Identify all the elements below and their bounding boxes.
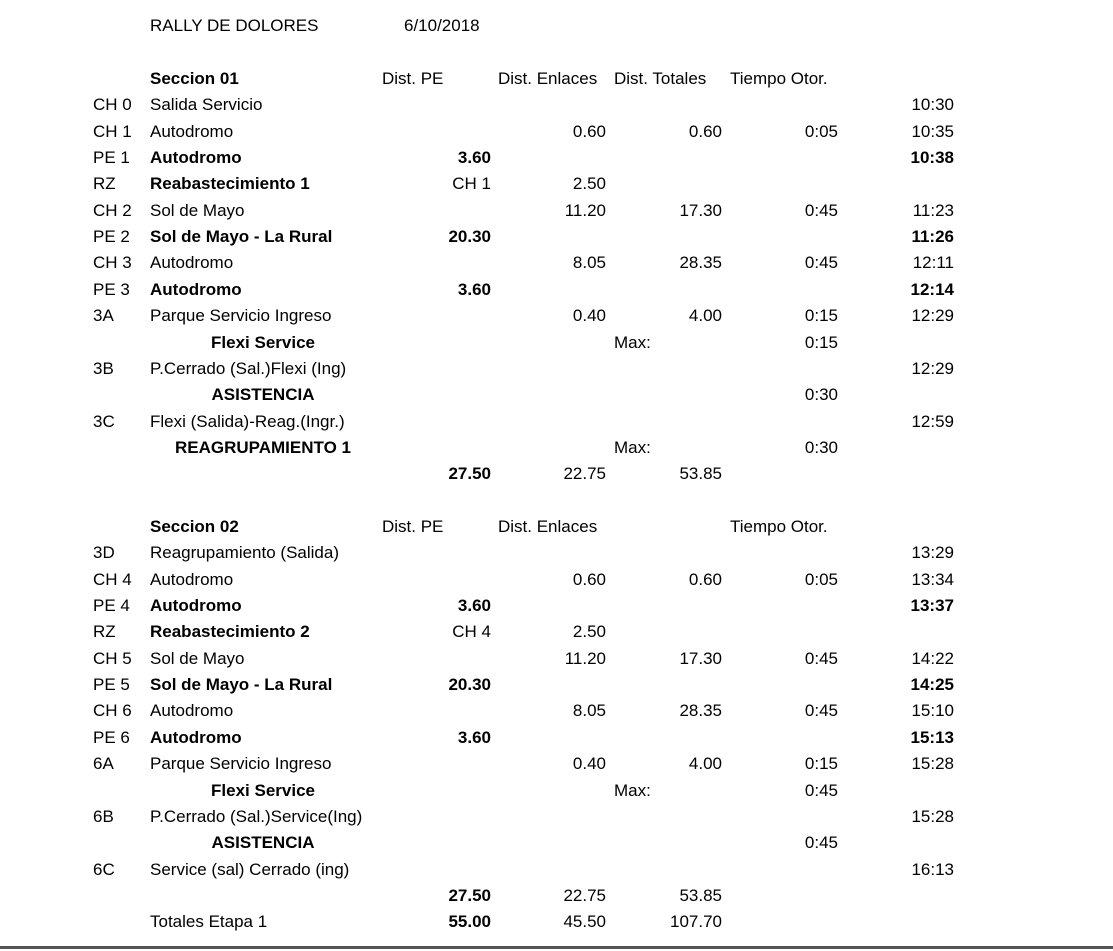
control-code: PE 1 [93,148,130,168]
col-header-dist-enlaces: Dist. Enlaces [498,517,598,536]
subtotal-dist-enlaces: 22.75 [563,885,606,905]
itinerary-row [0,804,1113,830]
control-name: Autodromo [150,569,234,589]
control-code: 3D [93,543,115,563]
tiempo-otor-value: 0:30 [804,385,838,405]
tiempo-otor-value: 0:15 [804,754,838,774]
dist-pe-value: 3.60 [457,279,491,299]
itinerary-row [0,857,1113,883]
control-code: 6C [93,859,115,879]
section-note: ASISTENCIA [211,385,315,405]
tiempo-otor-value: 0:15 [804,332,838,352]
scheduled-time: 14:22 [911,648,954,668]
tiempo-otor-value: 0:15 [804,306,838,326]
itinerary-row [0,435,1113,461]
scheduled-time: 12:11 [912,253,954,273]
dist-enlaces-value: 2.50 [572,174,606,194]
max-label: Max: [614,780,651,800]
scheduled-time: 15:28 [911,806,954,826]
dist-enlaces-value: 2.50 [572,622,606,642]
itinerary-row [0,145,1113,171]
dist-pe-value: 20.30 [448,675,491,695]
control-name: Salida Servicio [150,95,263,115]
control-name: Parque Servicio Ingreso [150,754,332,774]
control-code: CH 4 [93,569,132,589]
dist-pe-value: 3.60 [457,596,491,616]
scheduled-time: 10:35 [911,121,954,141]
itinerary-row [0,198,1113,224]
scheduled-time: 10:38 [910,148,954,168]
stage-totals-label: Totales Etapa 1 [150,912,268,932]
section-note: ASISTENCIA [211,833,315,853]
col-header-tiempo-otor: Tiempo Otor. [730,517,828,536]
control-code: PE 2 [93,227,130,247]
tiempo-otor-value: 0:45 [804,200,838,220]
subtotal-dist-pe: 27.50 [448,885,491,905]
control-name: Autodromo [150,253,234,273]
control-code: CH 5 [93,648,132,668]
control-name: Reabastecimiento 1 [150,174,310,194]
control-name: P.Cerrado (Sal.)Flexi (Ing) [150,358,347,378]
control-name: Sol de Mayo [150,648,245,668]
max-label: Max: [614,332,651,352]
dist-totales-value: 28.35 [679,253,722,273]
stage-total-dist-pe: 55.00 [448,912,491,932]
section-subtotal-row [0,461,1113,487]
col-header-tiempo-otor: Tiempo Otor. [730,69,828,88]
control-name: P.Cerrado (Sal.)Service(Ing) [150,806,363,826]
control-code: CH 1 [93,121,132,141]
control-code: 6B [93,806,114,826]
control-code: 3B [93,358,114,378]
itinerary-row [0,830,1113,856]
itinerary-row [0,382,1113,408]
section-title: Seccion 02 [150,517,239,536]
control-code: PE 6 [93,727,130,747]
itinerary-row [0,119,1113,145]
section-note: Flexi Service [211,780,315,800]
dist-totales-value: 17.30 [679,200,722,220]
itinerary-row [0,330,1113,356]
dist-totales-value: 17.30 [679,648,722,668]
col-header-dist-pe: Dist. PE [382,69,444,88]
scheduled-time: 15:10 [911,701,954,721]
control-code: CH 6 [93,701,132,721]
itinerary-row [0,725,1113,751]
itinerary-row [0,698,1113,724]
col-header-dist-enlaces: Dist. Enlaces [498,69,598,88]
subtotal-dist-enlaces: 22.75 [563,464,606,484]
section-header-row [0,66,1113,92]
tiempo-otor-value: 0:45 [804,701,838,721]
control-code: RZ [93,174,116,194]
dist-totales-value: 28.35 [679,701,722,721]
control-name: Autodromo [150,121,234,141]
control-name: Reagrupamiento (Salida) [150,543,339,563]
scheduled-time: 15:13 [910,727,954,747]
itinerary-row [0,778,1113,804]
dist-totales-value: 4.00 [688,754,722,774]
scheduled-time: 13:37 [910,596,954,616]
control-name: Autodromo [150,727,242,747]
control-name: Autodromo [150,701,234,721]
itinerary-row [0,567,1113,593]
tiempo-otor-value: 0:45 [804,253,838,273]
scheduled-time: 10:30 [911,95,954,115]
dist-pe-value: CH 4 [452,622,491,642]
itinerary-row [0,751,1113,777]
tiempo-otor-value: 0:05 [804,121,838,141]
document-date: 6/10/2018 [404,16,480,35]
control-name: Sol de Mayo - La Rural [150,227,333,247]
dist-enlaces-value: 0.60 [572,121,606,141]
tiempo-otor-value: 0:45 [804,833,838,853]
scheduled-time: 13:34 [911,569,954,589]
scheduled-time: 12:59 [911,411,954,431]
section-header-row [0,514,1113,540]
scheduled-time: 16:13 [911,859,954,879]
control-name: Reabastecimiento 2 [150,622,310,642]
control-code: CH 2 [93,200,132,220]
control-name: Autodromo [150,148,242,168]
col-header-dist-totales: Dist. Totales [614,69,707,88]
subtotal-dist-pe: 27.50 [448,464,491,484]
dist-pe-value: CH 1 [452,174,491,194]
dist-totales-value: 0.60 [688,569,722,589]
control-name: Autodromo [150,279,242,299]
section-note: REAGRUPAMIENTO 1 [174,437,351,457]
subtotal-dist-totales: 53.85 [679,885,722,905]
document-header [0,13,1113,39]
dist-pe-value: 20.30 [448,227,491,247]
dist-enlaces-value: 8.05 [572,701,606,721]
tiempo-otor-value: 0:45 [804,648,838,668]
itinerary-row [0,646,1113,672]
itinerary-row [0,171,1113,197]
bottom-rule [0,946,1113,949]
stage-total-dist-enlaces: 45.50 [563,912,606,932]
max-label: Max: [614,437,651,457]
scheduled-time: 13:29 [911,543,954,563]
control-code: CH 0 [93,95,132,115]
itinerary-row [0,409,1113,435]
scheduled-time: 11:26 [911,227,954,247]
section-subtotal-row [0,883,1113,909]
dist-enlaces-value: 11.20 [564,200,606,220]
itinerary-row [0,356,1113,382]
itinerary-row [0,303,1113,329]
dist-enlaces-value: 0.60 [572,569,606,589]
section-note: Flexi Service [211,332,315,352]
control-name: Service (sal) Cerrado (ing) [150,859,350,879]
dist-enlaces-value: 8.05 [572,253,606,273]
section-title: Seccion 01 [150,69,239,88]
itinerary-row [0,277,1113,303]
control-code: PE 5 [93,675,130,695]
itinerary-row [0,250,1113,276]
stage-totals-row [0,909,1113,935]
control-name: Parque Servicio Ingreso [150,306,332,326]
scheduled-time: 11:23 [912,200,954,220]
tiempo-otor-value: 0:45 [804,780,838,800]
control-code: 3C [93,411,115,431]
scheduled-time: 12:29 [911,358,954,378]
control-code: RZ [93,622,116,642]
scheduled-time: 15:28 [911,754,954,774]
control-code: PE 4 [93,596,130,616]
tiempo-otor-value: 0:30 [804,437,838,457]
itinerary-row [0,593,1113,619]
dist-pe-value: 3.60 [457,727,491,747]
control-name: Sol de Mayo - La Rural [150,675,333,695]
scheduled-time: 14:25 [910,675,954,695]
dist-enlaces-value: 0.40 [572,754,606,774]
itinerary-row [0,92,1113,118]
dist-pe-value: 3.60 [457,148,491,168]
tiempo-otor-value: 0:05 [804,569,838,589]
control-name: Autodromo [150,596,242,616]
control-code: PE 3 [93,279,130,299]
itinerary-row [0,224,1113,250]
itinerary-row [0,672,1113,698]
scheduled-time: 12:14 [910,279,954,299]
dist-totales-value: 0.60 [688,121,722,141]
document-title: RALLY DE DOLORES [150,16,319,35]
col-header-dist-pe: Dist. PE [382,517,444,536]
dist-totales-value: 4.00 [688,306,722,326]
control-code: 3A [93,306,114,326]
dist-enlaces-value: 11.20 [564,648,606,668]
control-name: Flexi (Salida)-Reag.(Ingr.) [150,411,345,431]
control-code: 6A [93,754,114,774]
dist-enlaces-value: 0.40 [572,306,606,326]
itinerary-row [0,619,1113,645]
control-name: Sol de Mayo [150,200,245,220]
subtotal-dist-totales: 53.85 [679,464,722,484]
control-code: CH 3 [93,253,132,273]
itinerary-row [0,540,1113,566]
stage-total-dist-totales: 107.70 [670,912,722,932]
scheduled-time: 12:29 [911,306,954,326]
